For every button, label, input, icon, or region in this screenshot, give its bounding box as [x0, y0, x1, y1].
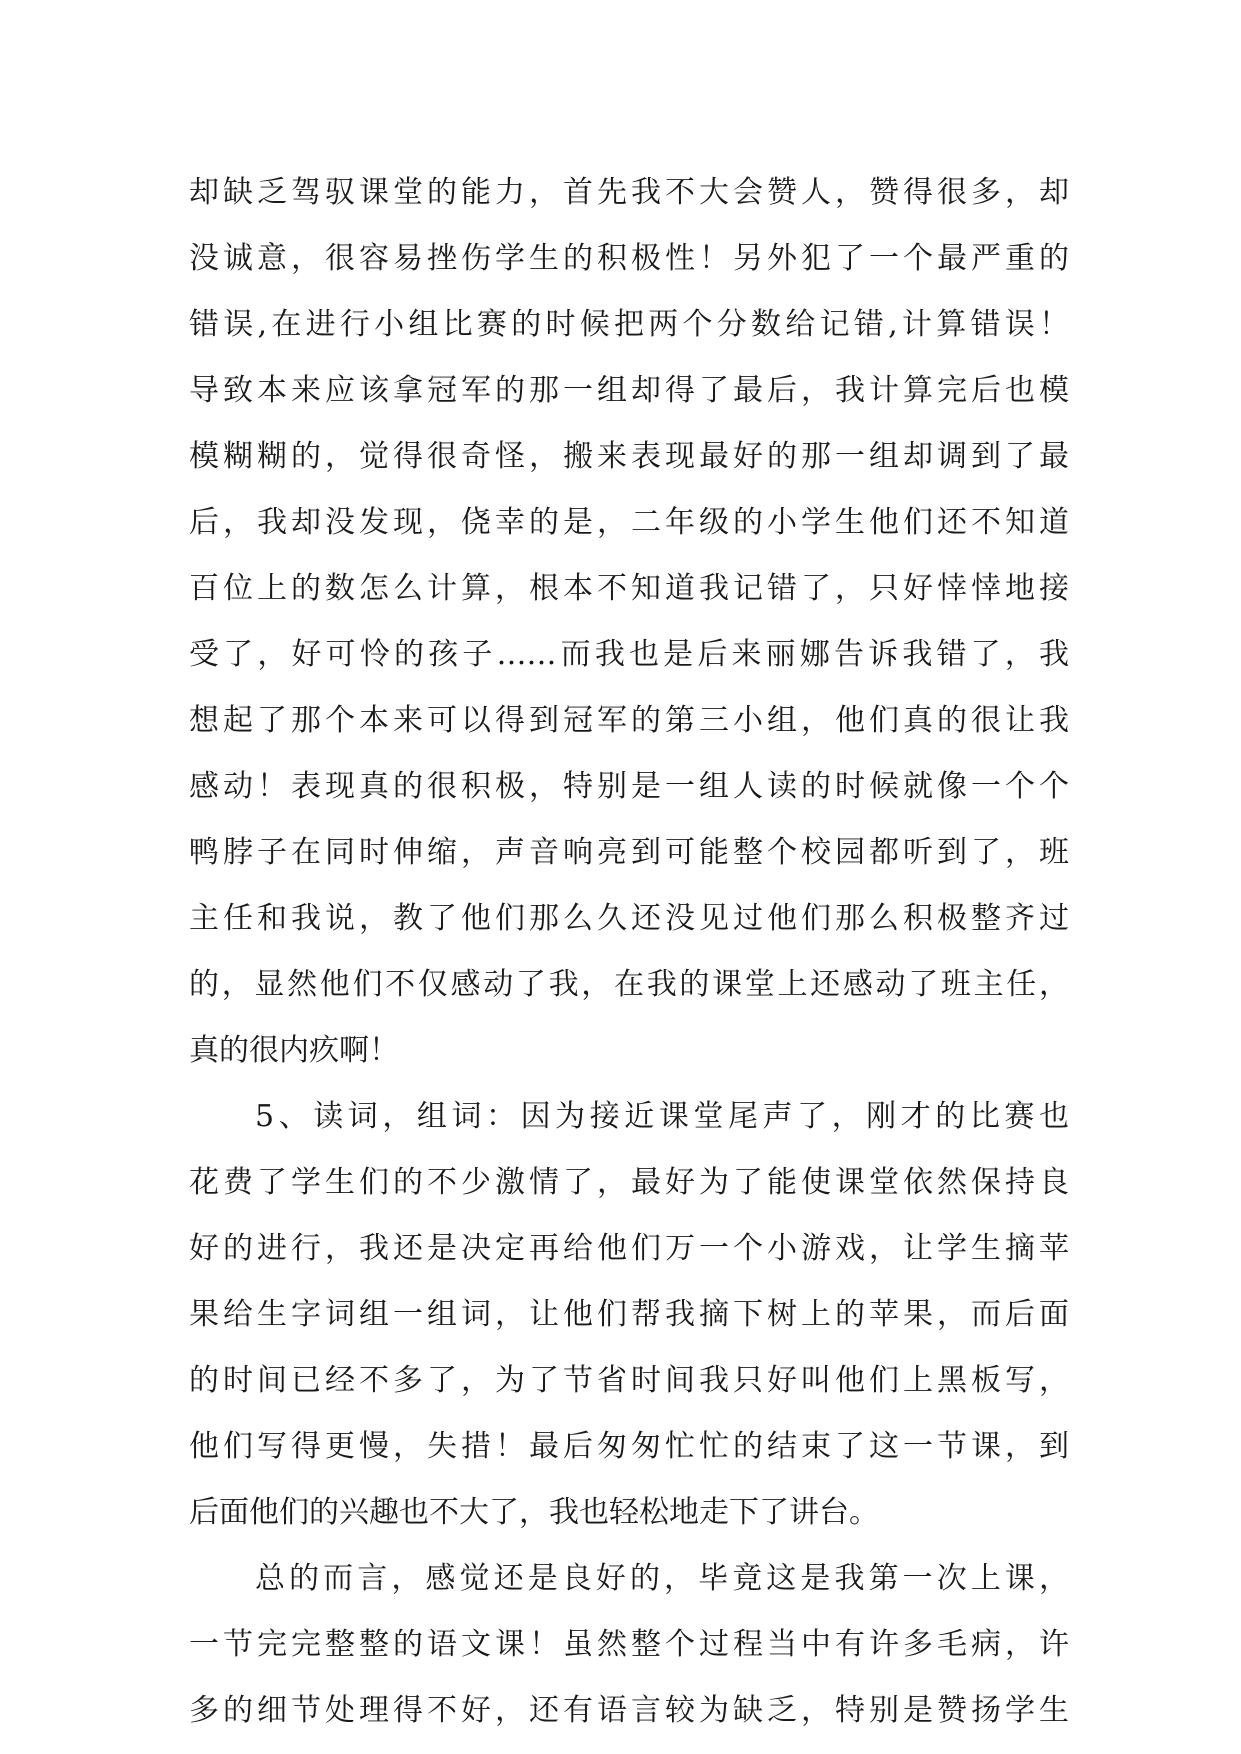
- text-line: 导致本来应该拿冠军的那一组却得了最后，我计算完后也模: [189, 373, 1069, 408]
- text-line: 后面他们的兴趣也不大了，我也轻松地走下了讲台。: [189, 1495, 879, 1530]
- text-line: 他们写得更慢，失措！最后匆匆忙忙的结束了这一节课，到: [189, 1429, 1069, 1464]
- text-line: 花费了学生们的不少激情了，最好为了能使课堂依然保持良: [189, 1165, 1069, 1200]
- text-line: 却缺乏驾驭课堂的能力，首先我不大会赞人，赞得很多，却: [189, 175, 1069, 210]
- text-line: 错误,在进行小组比赛的时候把两个分数给记错,计算错误！: [189, 307, 1069, 342]
- text-line: 总的而言，感觉还是良好的，毕竟这是我第一次上课，: [255, 1561, 1069, 1596]
- text-line: 一节完完整整的语文课！虽然整个过程当中有许多毛病，许: [189, 1627, 1069, 1662]
- text-line: 果给生字词组一组词，让他们帮我摘下树上的苹果，而后面: [189, 1297, 1069, 1332]
- text-line: 真的很内疚啊！: [189, 1033, 399, 1068]
- text-line: 5、读词，组词：因为接近课堂尾声了，刚才的比赛也: [255, 1099, 1069, 1134]
- text-line: 模糊糊的，觉得很奇怪，搬来表现最好的那一组却调到了最: [189, 439, 1069, 474]
- text-line: 想起了那个本来可以得到冠军的第三小组，他们真的很让我: [189, 703, 1069, 738]
- text-line: 后，我却没发现，侥幸的是，二年级的小学生他们还不知道: [189, 505, 1069, 540]
- text-line: 百位上的数怎么计算，根本不知道我记错了，只好悻悻地接: [189, 571, 1069, 606]
- text-line: 鸭脖子在同时伸缩，声音响亮到可能整个校园都听到了，班: [189, 835, 1069, 870]
- text-line: 主任和我说，教了他们那么久还没见过他们那么积极整齐过: [189, 901, 1069, 936]
- text-line: 的，显然他们不仅感动了我，在我的课堂上还感动了班主任，: [189, 967, 1069, 1002]
- text-line: 多的细节处理得不好，还有语言较为缺乏，特别是赞扬学生: [189, 1693, 1069, 1728]
- text-line: 感动！表现真的很积极，特别是一组人读的时候就像一个个: [189, 769, 1069, 804]
- text-line: 没诚意，很容易挫伤学生的积极性！另外犯了一个最严重的: [189, 241, 1069, 276]
- text-line: 好的进行，我还是决定再给他们万一个小游戏，让学生摘苹: [189, 1231, 1069, 1266]
- body-text: [189, 163, 1069, 1747]
- text-line: 的时间已经不多了，为了节省时间我只好叫他们上黑板写，: [189, 1363, 1069, 1398]
- text-line: 受了，好可怜的孩子……而我也是后来丽娜告诉我错了，我: [189, 637, 1069, 672]
